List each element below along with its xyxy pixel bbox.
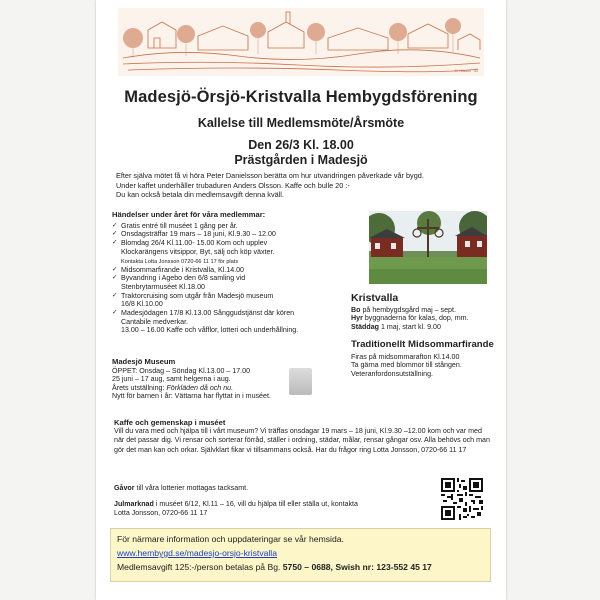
julmarknad-section: Julmarknad i muséet 6/12, Kl.11 – 16, vill du hjälpa till eller ställa ut, kontakta Lotta Jonsson, 0720-66 11 17: [114, 500, 358, 518]
midsommar-photo: [369, 211, 487, 284]
page-title: Madesjö-Örsjö-Kristvalla Hembygdsförening: [124, 88, 478, 106]
kaffe-section: [114, 418, 491, 455]
midsommar-heading: Traditionellt Midsommarfirande: [351, 338, 494, 350]
events-section: [112, 211, 350, 335]
kristvalla-hyr: Hyr byggnaderna för kalas, dop, mm.: [351, 314, 469, 323]
village-drawing: [118, 8, 484, 76]
village-illustration: [118, 8, 484, 76]
info-box: [110, 528, 491, 582]
event-item: ✓ Midsommarfirande i Kristvalla, Kl.14.00: [112, 266, 350, 275]
events-list: [112, 222, 350, 335]
document-page: [96, 0, 506, 600]
intro-line: Efter själva mötet få vi höra Peter Danielsson berätta om hur utvandringen påverkade vår bygd.: [116, 171, 424, 180]
kristvalla-section: [351, 294, 501, 379]
membership-fee: Medlemsavgift 125:-/person betalas på Bg. 5750 – 0688, Swish nr: 123-552 45 17: [117, 562, 432, 572]
museum-period: 25 juni – 17 aug, samt helgerna i aug.: [112, 375, 231, 384]
exhibit-name: Förkläden då och nu.: [166, 383, 234, 392]
banner-signature: M. Nilsson · 83: [454, 69, 478, 73]
event-item: ✓ Onsdagsträffar 19 mars – 18 juni, Kl.9.30 – 12.00: [112, 230, 350, 239]
event-item: ✓ Gratis entré till muséet 1 gång per år.: [112, 222, 350, 231]
madesjodagen-extra: 13.00 – 16.00 Kaffe och våfflor, lotteri och underhållning.: [121, 326, 299, 335]
kaffe-text: Vill du vara med och hjälpa till i vårt museum? Vi träffas onsdagar 19 mars – 18 juni, Kl.9.30 –12.00 kom och var med när det passar dig. Vi rensar och sorterar förråd, ställer i ordning, städar, målar, rensar gångar osv. Alla behövs och man gör det man kan och orkar. Självklart fikar vi tillsammans också. Har du frågor ring Lotta Jonsson, 0720-66 11 17: [114, 427, 490, 454]
meeting-subtitle: Kallelse till Medlemsmöte/Årsmöte: [197, 116, 405, 130]
julmarknad-contact: Lotta Jonsson, 0720-66 11 17: [114, 509, 208, 518]
midsommar-line: Ta gärna med blommor till stången.: [351, 361, 462, 370]
museum-object-photo: [289, 368, 312, 395]
intro-text: [116, 171, 491, 200]
meeting-place: Prästgården i Madesjö: [234, 153, 368, 167]
website-link[interactable]: www.hembygd.se/madesjo-orsjo-kristvalla: [117, 548, 277, 558]
event-item: ✓ Blomdag 26/4 Kl.11.00- 15.00 Kom och upplev Klockarängens vitsippor, Byt, sälj och köp växter. Kontakta Lotta Jonsson 0720-66 11 17 för plats: [112, 239, 350, 265]
intro-line: Under kaffet underhåller trubaduren Anders Olsson. Kaffe och bulle 20 :-: [116, 180, 350, 190]
kaffe-heading: Kaffe och gemenskap i muséet: [114, 418, 226, 427]
blomdag-contact: Kontakta Lotta Jonsson 0720-66 11 17 för plats: [121, 258, 239, 265]
kristvalla-heading: Kristvalla: [351, 292, 399, 304]
info-text: För närmare information och uppdateringar se vår hemsida.: [117, 534, 344, 544]
meeting-date: Den 26/3 Kl. 18.00: [248, 138, 354, 152]
museum-news: Nytt för barnen i år: Vättarna har flyttat in i muséet.: [112, 392, 271, 401]
midsommar-line: Firas på midsommarafton Kl.14.00: [351, 352, 460, 361]
intro-line: Du kan också betala din medlemsavgift denna kväll.: [116, 190, 284, 200]
midsommar-line: Veteranfordonsutställning.: [351, 369, 434, 378]
event-item: ✓ Traktorcruising som utgår från Madesjö museum 16/8 Kl.10.00: [112, 292, 350, 309]
museum-hours: ÖPPET: Onsdag – Söndag Kl.13.00 – 17.00: [112, 366, 251, 375]
photo-scene: [369, 211, 487, 284]
museum-exhibit: Årets utställning: Förkläden då och nu.: [112, 383, 234, 392]
kristvalla-bo: Bo på hembygdsgård maj – sept.: [351, 305, 456, 314]
museum-heading: Madesjö Museum: [112, 357, 176, 366]
kristvalla-staddag: Städdag 1 maj, start kl. 9.00: [351, 323, 441, 332]
event-item: ✓ Byvandring i Agebo den 6/8 samling vid Stenbrytarmuséet Kl.18.00: [112, 274, 350, 291]
gavor-line: Gåvor till våra lotterier mottagas tacksamt.: [114, 484, 249, 492]
event-item: ✓ Madesjödagen 17/8 Kl.13.00 Sånggudstjänst där kören Cantabile medverkar. 13.00 – 16.00 Kaffe och våfflor, lotteri och underhållning.: [112, 309, 350, 335]
qr-code[interactable]: [441, 478, 483, 520]
events-heading: Händelser under året för våra medlemmar:: [112, 210, 266, 219]
